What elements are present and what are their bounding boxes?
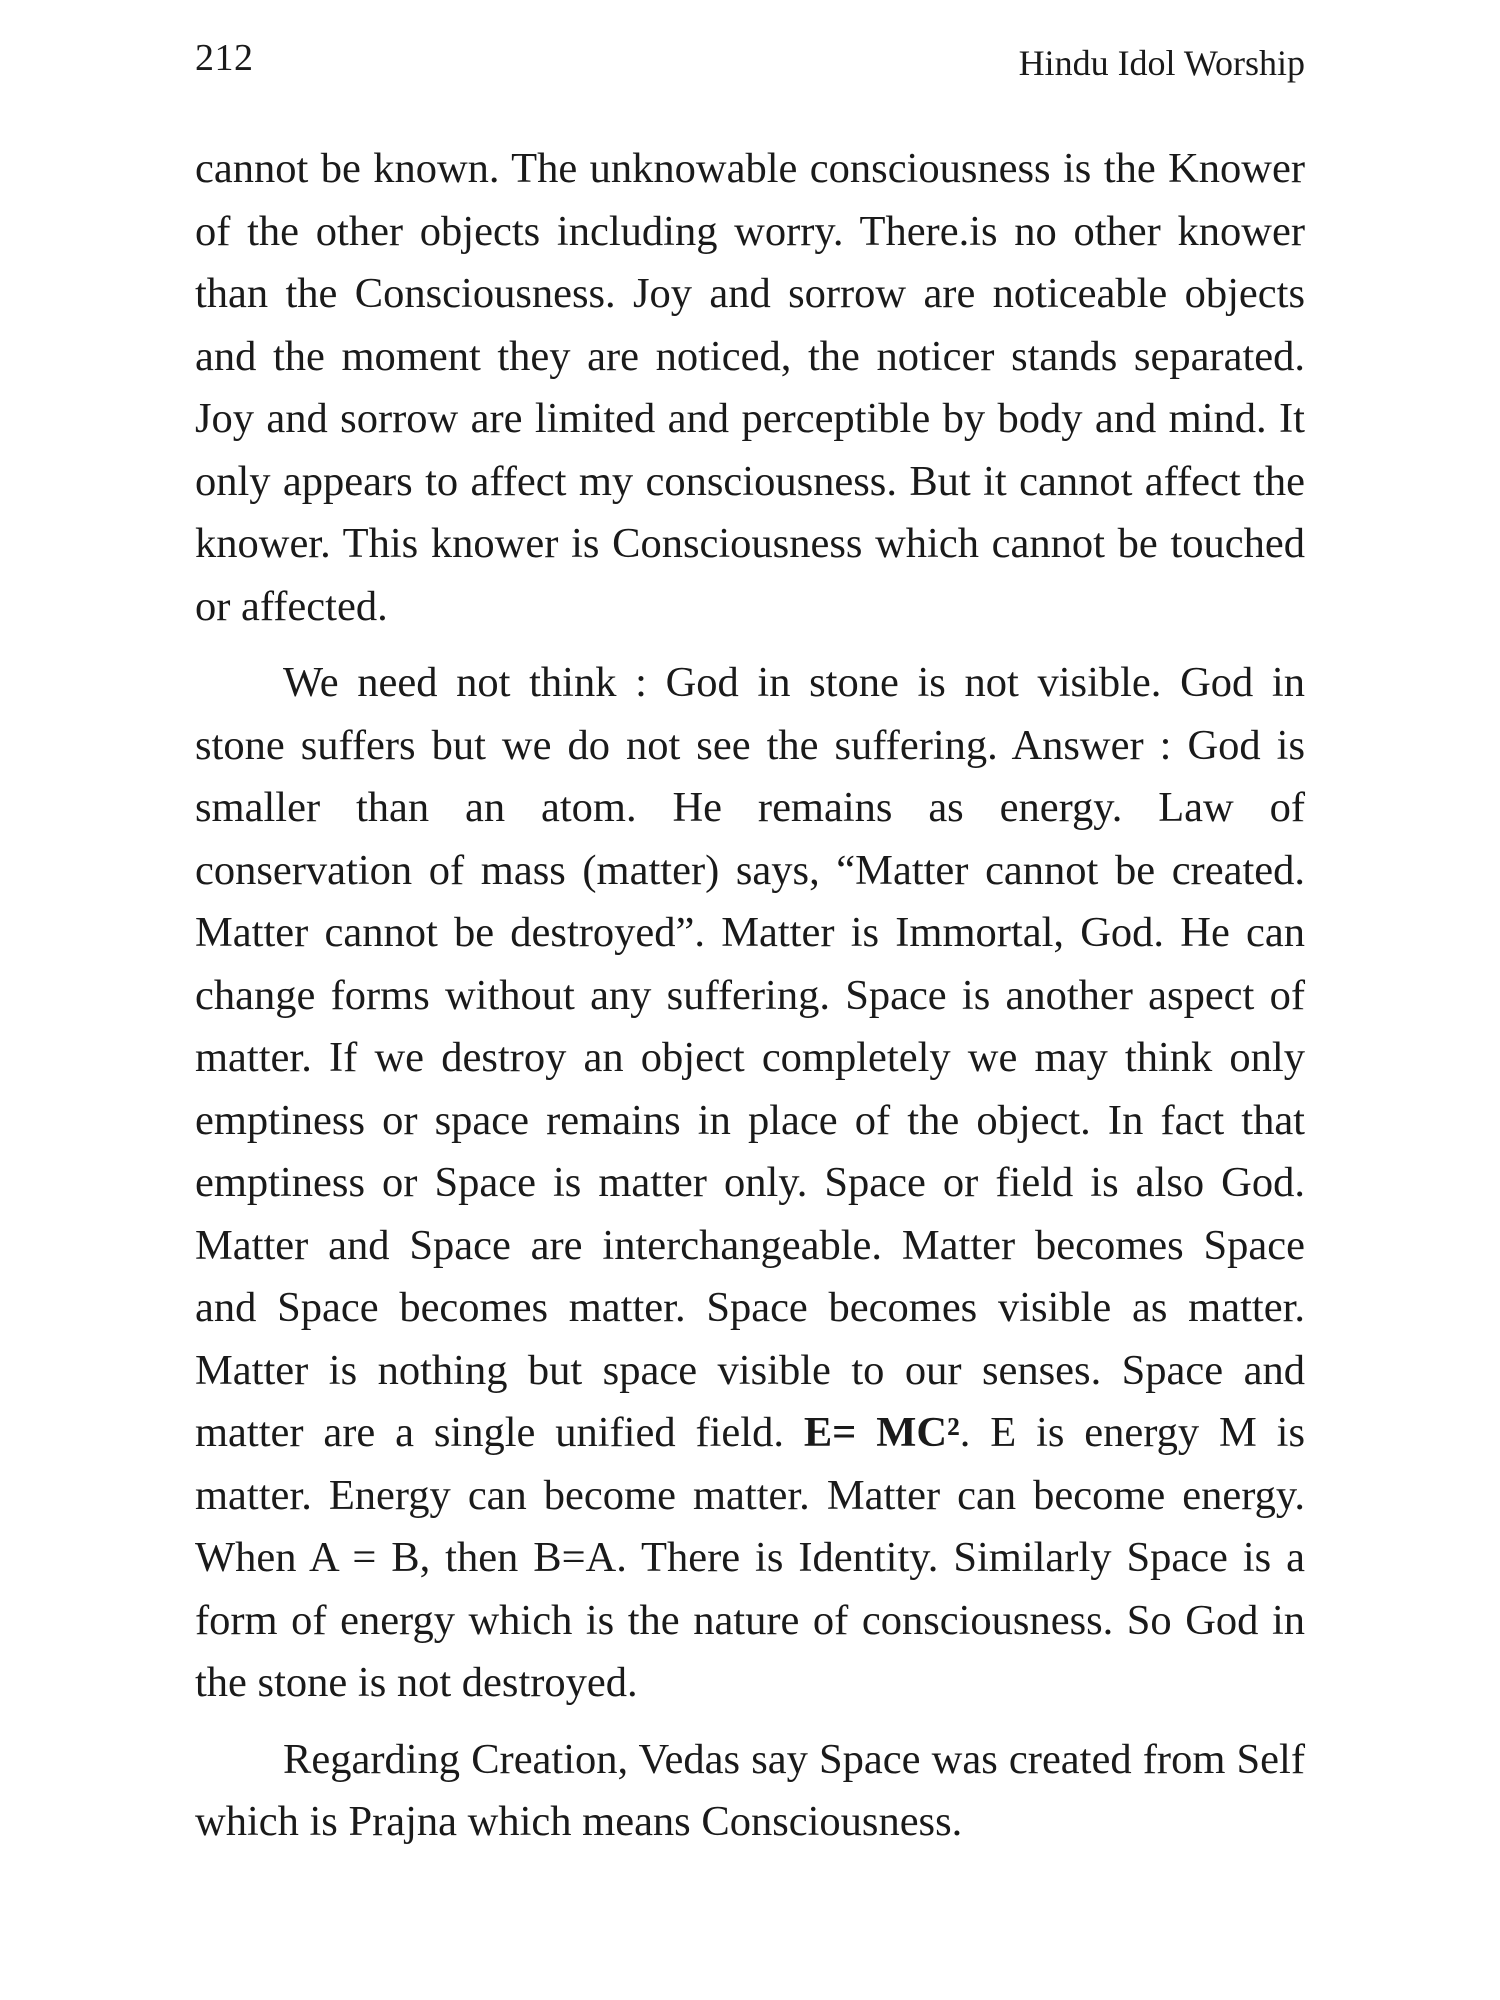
paragraph-continuation: cannot be known. The unknowable consciousness is the Knower of the other objects including worry. There.is no other knower than the Consciousness. Joy and sorrow are noticeable objects and the moment they are noticed, the noticer stands separated. Joy and sorrow are limited and perceptible by body and mind. It only appears to affect my consciousness. But it cannot affect the knower. This knower is Consciousness which cannot be touched or affected. xyxy=(195,145,1305,630)
paragraph-god-in-stone xyxy=(195,652,1305,1715)
page-number: 212 xyxy=(195,37,254,79)
paragraph-text-after-equation: . E is energy M is matter. Energy can become matter. Matter can become energy. When A = B, then B=A. There is Identity. Similarly Space is a form of energy which is the nature of consciousness. So God in the stone is not destroyed. xyxy=(195,1409,1305,1706)
body-text xyxy=(195,138,1305,1854)
page-header xyxy=(195,36,1305,96)
equation-emc2: E= MC² xyxy=(803,1409,960,1456)
paragraph-creation: Regarding Creation, Vedas say Space was created from Self which is Prajna which means Consciousness. xyxy=(195,1735,1305,1845)
running-title: Hindu Idol Worship xyxy=(1018,43,1305,83)
paragraph-text-before-equation: We need not think : God in stone is not visible. God in stone suffers but we do not see the suffering. Answer : God is smaller than an atom. He remains as energy. Law of conservation of mass (matter) says, “Matter cannot be created. Matter cannot be destroyed”. Matter is Immortal, God. He can change forms without any suffering. Space is another aspect of matter. If we destroy an object completely we may think only emptiness or space remains in place of the object. In fact that emptiness or Space is matter only. Space or field is also God. Matter and Space are interchangeable. Matter becomes Space and Space becomes matter. Space becomes visible as matter. Matter is nothing but space visible to our senses. Space and matter are a single unified field. xyxy=(195,659,1305,1456)
